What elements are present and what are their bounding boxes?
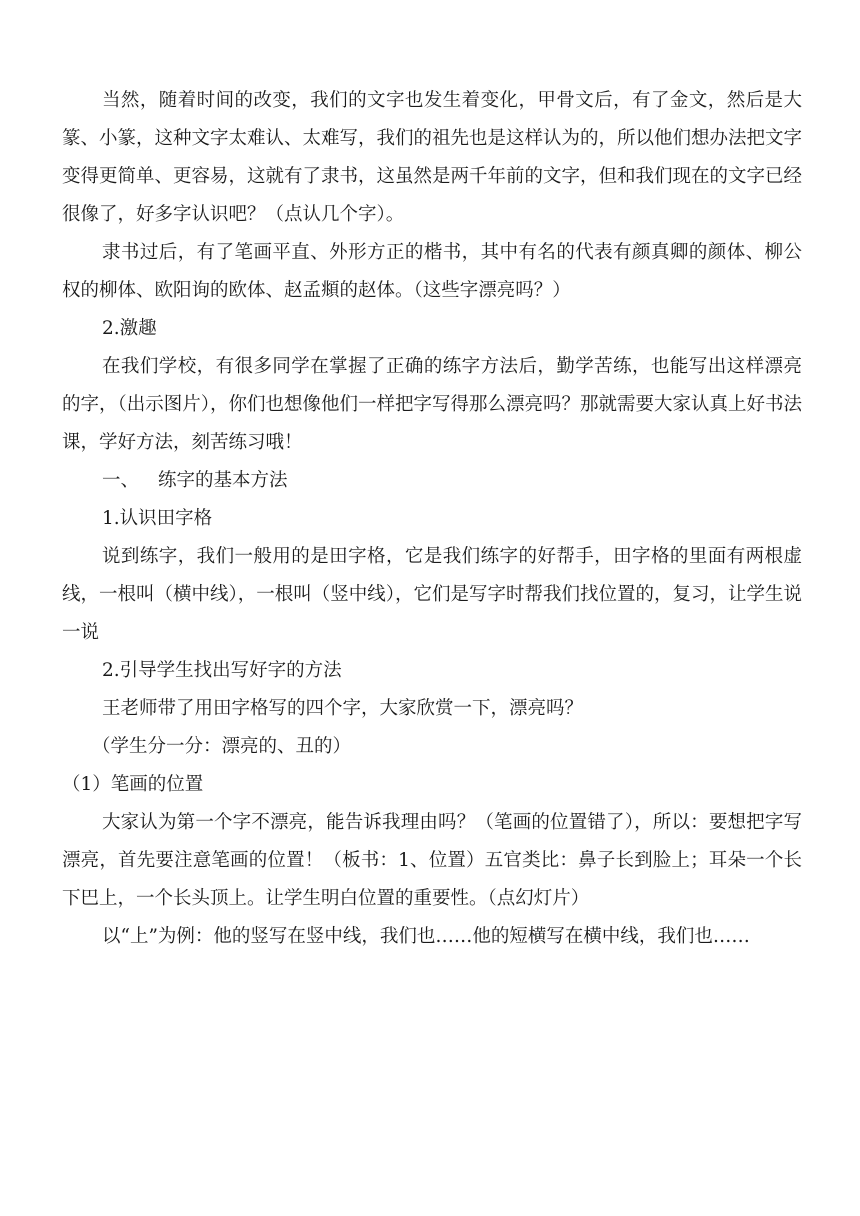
paragraph-stroke-position: 大家认为第一个字不漂亮，能告诉我理由吗？（笔画的位置错了），所以：要想把字写漂亮，首先要注意笔画的位置！（板书：1、位置）五官类比：鼻子长到脸上；耳朵一个长下巴上，一个长头顶上。让学生明白位置的重要性。（点幻灯片） — [62, 812, 802, 909]
paragraph-four-characters: 王老师带了用田字格写的四个字，大家欣赏一下，漂亮吗？ — [102, 698, 584, 719]
paragraph-tianzige: 说到练字，我们一般用的是田字格，它是我们练字的好帮手，田字格的里面有两根虚线，一根叫（横中线），一根叫（竖中线），它们是写字时帮我们找位置的，复习，让学生说一说 — [62, 546, 803, 643]
subheading-find-methods: 2.引导学生找出写好字的方法 — [102, 660, 342, 681]
paragraph-script-evolution: 当然，随着时间的改变，我们的文字也发生着变化，甲骨文后，有了金文，然后是大篆、小篆，这种文字太难认、太难写，我们的祖先也是这样认为的，所以他们想办法把文字变得更简单、更容易，这就有了隶书，这虽然是两千年前的文字，但和我们现在的文字已经很像了，好多字认识吧？（点认几个字）。 — [62, 90, 803, 225]
paragraph-motivation: 在我们学校，有很多同学在掌握了正确的练字方法后，勤学苦练，也能写出这样漂亮的字，（出示图片），你们也想像他们一样把字写得那么漂亮吗？那就需要大家认真上好书法课，学好方法，刻苦练习哦！ — [62, 356, 803, 453]
heading-text: 练字的基本方法 — [158, 470, 288, 491]
section-heading-motivation: 2.激趣 — [102, 318, 157, 339]
paragraph-example-shang: 以“上”为例：他的竖写在竖中线，我们也……他的短横写在横中线，我们也…… — [102, 926, 750, 947]
subheading-tianzige: 1.认识田字格 — [102, 508, 213, 529]
subheading-stroke-position: （1）笔画的位置 — [62, 774, 204, 795]
paragraph-student-sort: （学生分一分：漂亮的、丑的） — [92, 736, 352, 757]
paragraph-kaishu: 隶书过后，有了笔画平直、外形方正的楷书，其中有名的代表有颜真卿的颜体、柳公权的柳体、欧阳询的欧体、赵孟頫的赵体。（这些字漂亮吗？） — [62, 242, 802, 301]
section-heading-basic-methods — [62, 462, 802, 500]
heading-number: 一、 — [102, 470, 140, 491]
document-page — [62, 82, 802, 956]
